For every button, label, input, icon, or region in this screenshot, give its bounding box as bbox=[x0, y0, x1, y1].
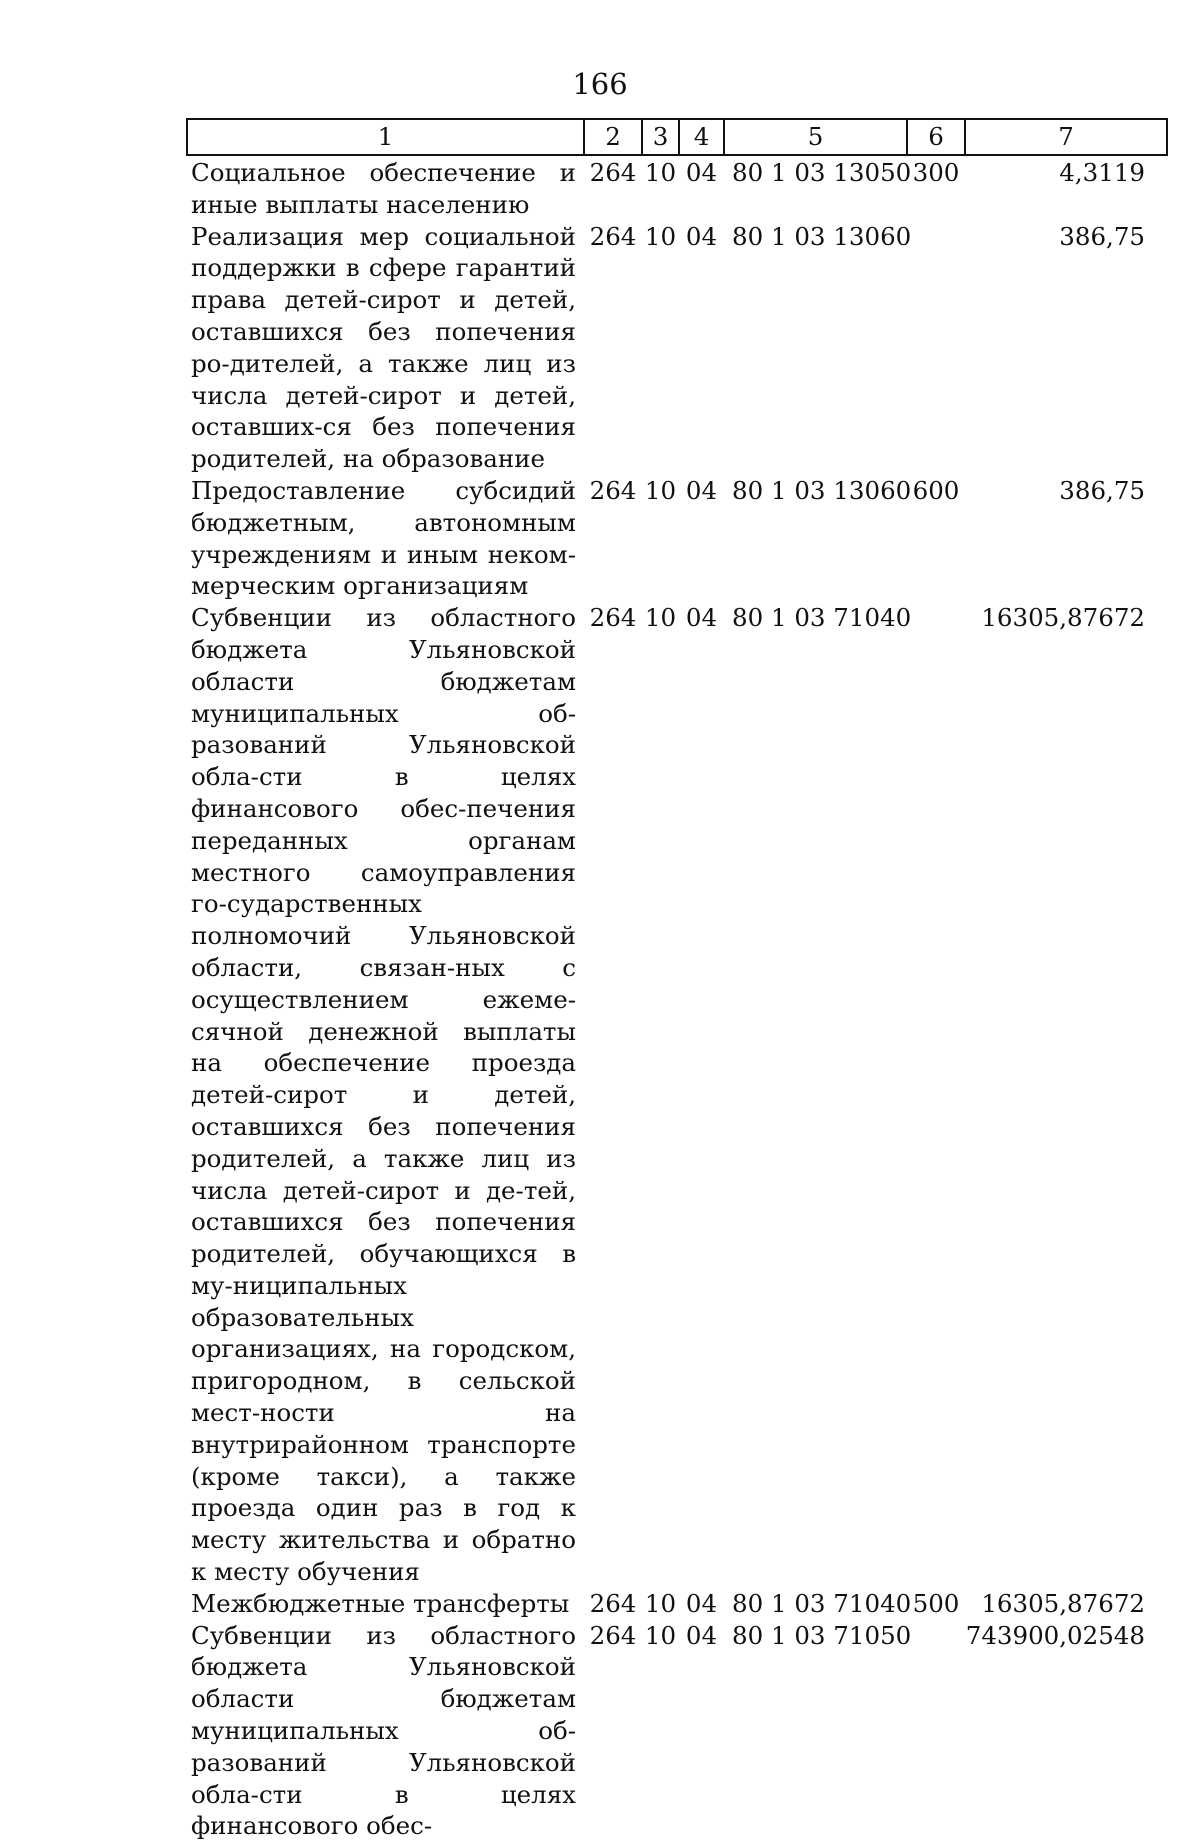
budget-table bbox=[186, 118, 1168, 1842]
row-col6: 500 bbox=[912, 1588, 960, 1618]
row-name: Межбюджетные трансферты bbox=[191, 1588, 570, 1618]
row-amount: 743900,02548 bbox=[965, 1620, 1145, 1650]
row-col3: 10 bbox=[644, 158, 677, 187]
table-row bbox=[187, 602, 1167, 1588]
header-cell-1: 1 bbox=[187, 119, 584, 155]
table-row bbox=[187, 155, 1167, 221]
row-name: Предоставление субсидий бюджетным, автономным учреждениям и иным неком-мерческим организациям bbox=[191, 475, 576, 601]
header-cell-4: 4 bbox=[679, 119, 724, 155]
table-row bbox=[187, 1620, 1167, 1842]
row-code: 80 1 03 13050 bbox=[732, 158, 912, 187]
header-cell-6: 6 bbox=[907, 119, 965, 155]
row-col3: 10 bbox=[644, 603, 677, 633]
row-amount: 4,3119 bbox=[1059, 158, 1145, 187]
row-col6 bbox=[907, 221, 965, 475]
row-code: 80 1 03 71040 bbox=[732, 603, 912, 633]
row-amount: 386,75 bbox=[1059, 221, 1145, 251]
row-col3: 10 bbox=[644, 221, 677, 251]
row-col6: 300 bbox=[912, 158, 960, 187]
header-cell-7: 7 bbox=[965, 119, 1167, 155]
row-col2: 264 bbox=[589, 603, 637, 633]
row-col4: 04 bbox=[685, 221, 718, 251]
header-cell-3: 3 bbox=[642, 119, 679, 155]
row-col6 bbox=[907, 1620, 965, 1842]
row-name: Субвенции из областного бюджета Ульяновской области бюджетам муниципальных об-разований Ульяновской обла-сти в целях финансового обес- bbox=[191, 1620, 576, 1841]
row-col4: 04 bbox=[685, 603, 718, 633]
row-col4: 04 bbox=[685, 475, 718, 505]
row-name: Субвенции из областного бюджета Ульяновской области бюджетам муниципальных об-разований Ульяновской обла-сти в целях финансового обес-печения переданных органам местного самоуправления го-сударственных полномочий Ульяновской области, связан-ных с осуществлением ежеме-сячной денежной выплаты на обеспечение проезда детей-сирот и детей, оставшихся без попечения родителей, а также лиц из числа детей-сирот и де-тей, оставшихся без попечения родителей, обучающихся в му-ниципальных образовательных организациях, на городском, пригородном, в сельской мест-ности на внутрирайонном транспорте (кроме такси), а также проезда один раз в год к месту жительства и обратно к месту обучения bbox=[191, 603, 576, 1587]
row-code: 80 1 03 13060 bbox=[732, 475, 912, 505]
table-row bbox=[187, 221, 1167, 475]
header-cell-2: 2 bbox=[584, 119, 642, 155]
row-col3: 10 bbox=[644, 1620, 677, 1650]
row-name: Реализация мер социальной поддержки в сфере гарантий права детей-сирот и детей, оставшихся без попечения ро-дителей, а также лиц из числа детей-сирот и детей, оставших-ся без попечения родителей, на образование bbox=[191, 221, 576, 474]
row-col2: 264 bbox=[589, 221, 637, 251]
header-row bbox=[187, 119, 1167, 155]
row-col4: 04 bbox=[685, 1588, 718, 1618]
table-row bbox=[187, 1588, 1167, 1620]
row-col6: 600 bbox=[912, 475, 960, 505]
page-number: 166 bbox=[572, 67, 628, 101]
row-col3: 10 bbox=[644, 475, 677, 505]
row-col4: 04 bbox=[685, 158, 718, 187]
row-amount: 386,75 bbox=[1059, 475, 1145, 505]
row-amount: 16305,87672 bbox=[981, 1588, 1145, 1618]
row-col3: 10 bbox=[644, 1588, 677, 1618]
row-col2: 264 bbox=[589, 475, 637, 505]
table-header bbox=[187, 119, 1167, 155]
row-col4: 04 bbox=[685, 1620, 718, 1650]
row-code: 80 1 03 71040 bbox=[732, 1588, 912, 1618]
header-cell-5: 5 bbox=[724, 119, 907, 155]
row-amount: 16305,87672 bbox=[981, 603, 1145, 633]
row-col2: 264 bbox=[589, 1620, 637, 1650]
table-row bbox=[187, 475, 1167, 602]
row-code: 80 1 03 71050 bbox=[732, 1620, 912, 1650]
row-col6 bbox=[907, 602, 965, 1588]
table-body bbox=[187, 155, 1167, 1842]
row-col2: 264 bbox=[589, 1588, 637, 1618]
row-code: 80 1 03 13060 bbox=[732, 221, 912, 251]
row-col2: 264 bbox=[589, 158, 637, 187]
row-name: Социальное обеспечение и иные выплаты населению bbox=[191, 158, 576, 219]
